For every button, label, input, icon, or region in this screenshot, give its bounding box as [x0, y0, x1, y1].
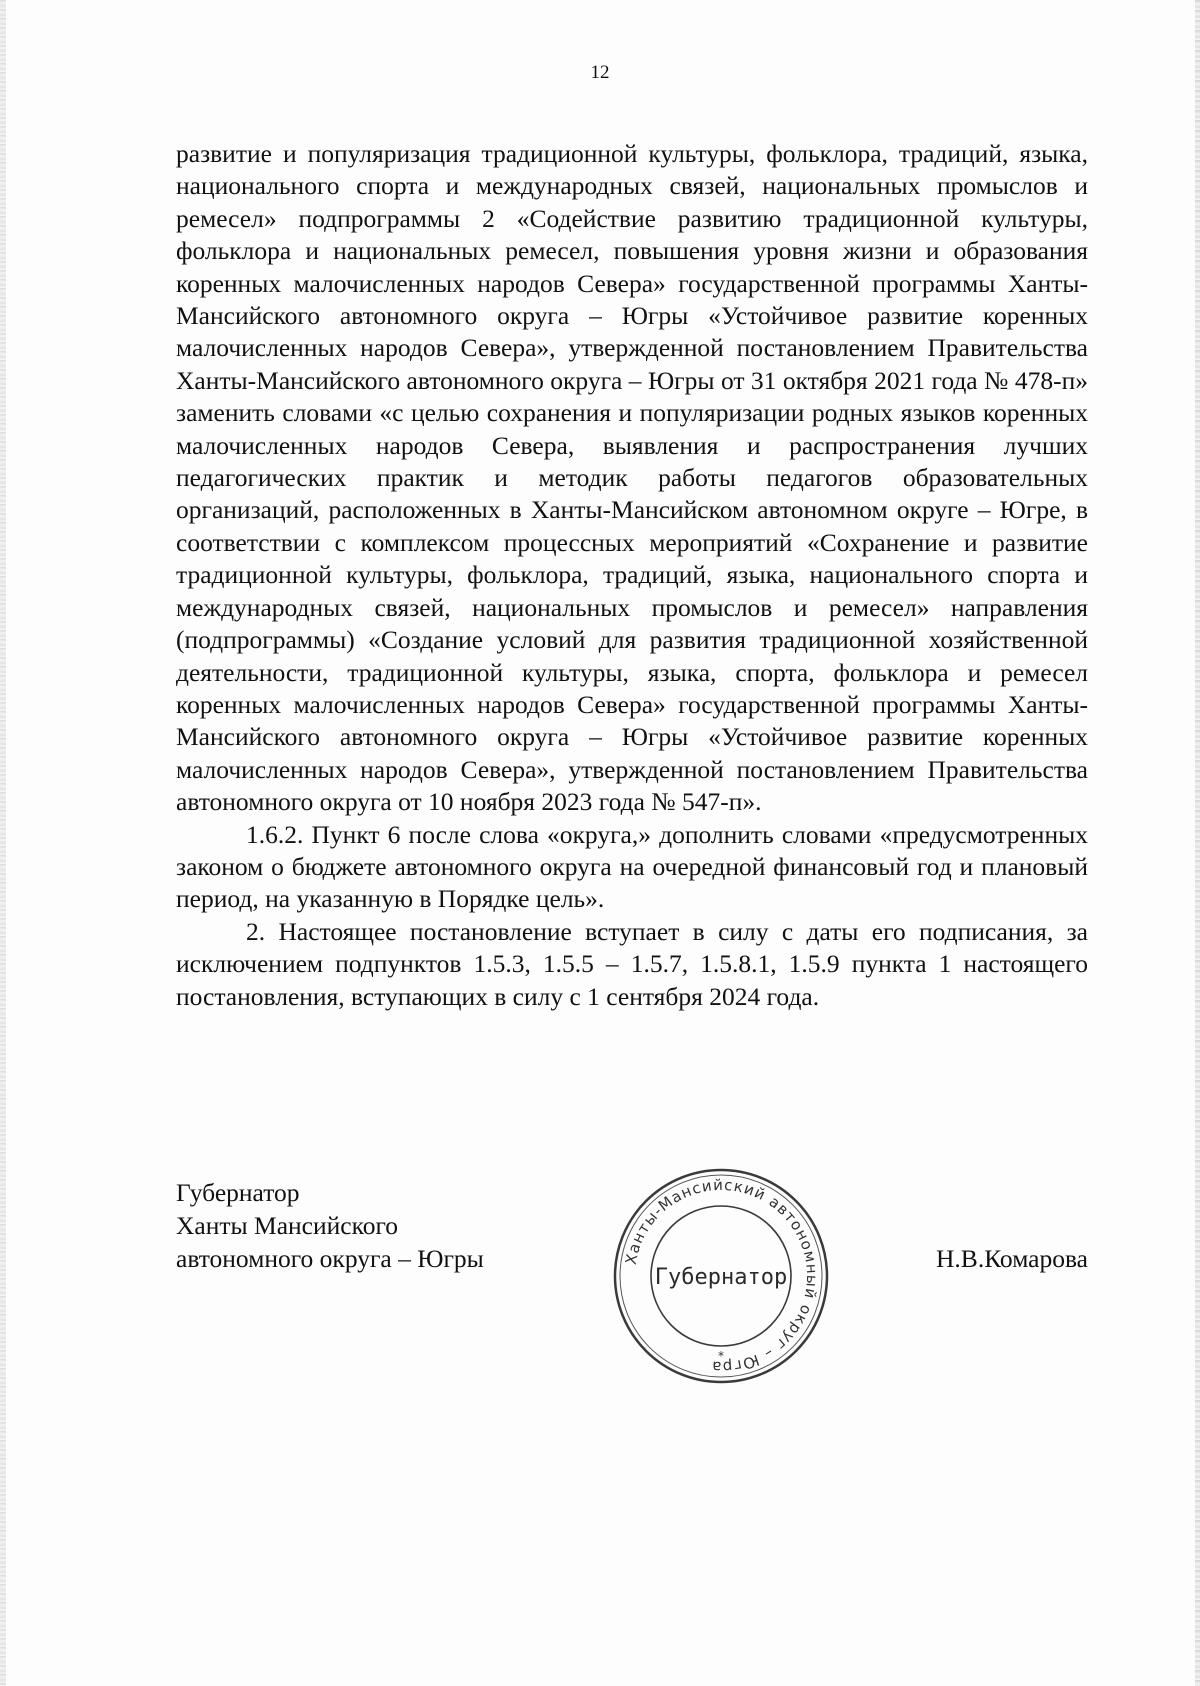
- signatory-name: Н.В.Комарова: [936, 1244, 1088, 1273]
- official-seal-stamp: [609, 1164, 833, 1388]
- signatory-position-line-3: автономного округа – Югры: [176, 1244, 484, 1273]
- signatory-position-line-2: Ханты Мансийского: [176, 1211, 399, 1240]
- scan-edge-right: [1195, 0, 1200, 1686]
- paragraph-1-6-2: 1.6.2. Пункт 6 после слова «округа,» дополнить словами «предусмотренных законом о бюджете автономного округа на очередной финансовый год и плановый период, на указанную в Порядке цель».: [176, 819, 1088, 914]
- scan-edge-left: [0, 0, 6, 1686]
- paragraph-continuation: развитие и популяризация традиционной культуры, фольклора, традиций, языка, национального спорта и международных связей, национальных промыслов и ремесел» подпрограммы 2 «Содействие развитию традиционной культуры, фольклора и национальных ремесел, повышения уровня жизни и образования коренных малочисленных народов Севера» государственной программы Ханты-Мансийского автономного округа – Югры «Устойчивое развитие коренных малочисленных народов Севера», утвержденной постановлением Правительства Ханты-Мансийского автономного округа – Югры от 31 октября 2021 года № 478-п» заменить словами «с целью сохранения и популяризации родных языков коренных малочисленных народов Севера, выявления и распространения лучших педагогических практик и методик работы педагогов образовательных организаций, расположенных в Ханты-Мансийском автономном округе – Югре, в соответствии с комплексом процессных мероприятий «Сохранение и развитие традиционной культуры, фольклора, традиций, языка, национального спорта и международных связей, национальных промыслов и ремесел» направления (подпрограммы) «Создание условий для развития традиционной хозяйственной деятельности, традиционной культуры, языка, спорта, фольклора и ремесел коренных малочисленных народов Севера» государственной программы Ханты-Мансийского автономного округа – Югры «Устойчивое развитие коренных малочисленных народов Севера», утвержденной постановлением Правительства автономного округа от 10 ноября 2023 года № 547-п».: [176, 139, 1088, 817]
- signature-block: [176, 1176, 1088, 1376]
- paragraph-2: 2. Настоящее постановление вступает в силу с даты его подписания, за исключением подпунктов 1.5.3, 1.5.5 – 1.5.7, 1.5.8.1, 1.5.9 пункта 1 настоящего постановления, вступающих в силу с 1 сентября 2024 года.: [176, 916, 1088, 1011]
- seal-ring-text: Ханты-Мансийский автономный округ – Югра: [621, 1175, 822, 1377]
- page-number: 12: [590, 62, 610, 83]
- signatory-position-line-1: Губернатор: [176, 1178, 300, 1207]
- signatory-position: [176, 1176, 484, 1275]
- seal-star-icon: *: [718, 1349, 724, 1363]
- document-body: [176, 138, 1088, 1013]
- seal-center-text: Губернатор: [654, 1265, 788, 1290]
- seal-graphic: [609, 1164, 833, 1388]
